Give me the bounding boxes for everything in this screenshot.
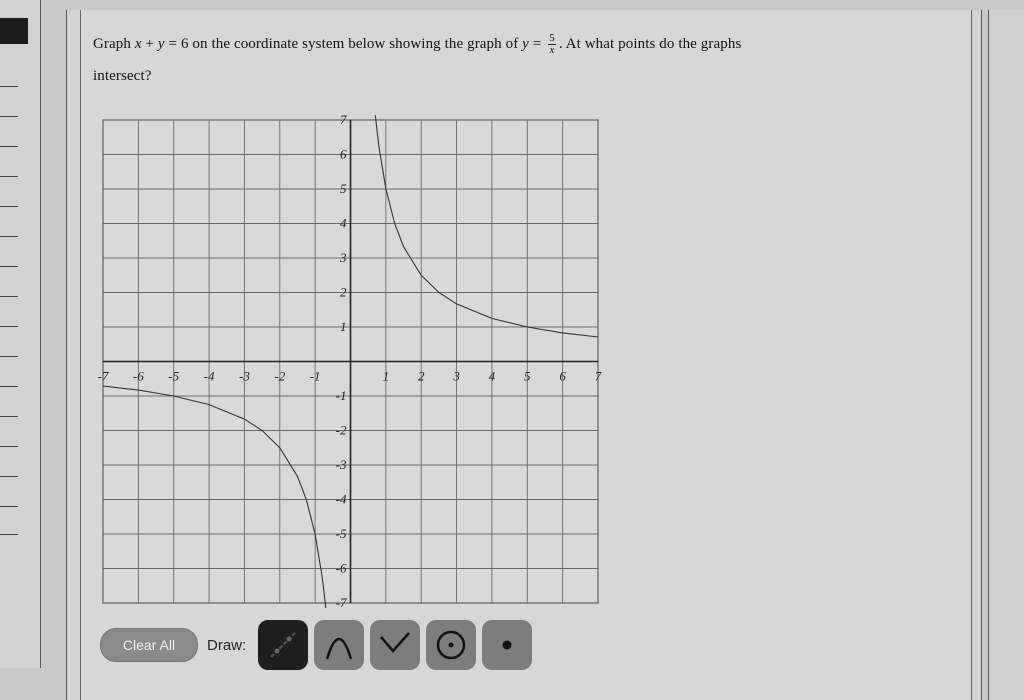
clear-all-button[interactable]: Clear All	[100, 628, 198, 662]
question-prefix: Graph	[93, 35, 131, 52]
line-tool-icon	[263, 625, 303, 665]
x-tick-label: 7	[594, 368, 602, 384]
fraction-denominator: x	[549, 44, 555, 56]
question-line-2: intersect?	[93, 68, 152, 84]
x-tick-label: -2	[274, 368, 286, 384]
point-icon	[487, 625, 527, 665]
x-tick-label: 6	[559, 368, 566, 384]
x-tick-label: 1	[382, 368, 390, 384]
y-tick-label: -3	[335, 457, 347, 472]
x-tick-label: 3	[453, 368, 460, 384]
x-tick-label: -5	[168, 368, 180, 384]
y-tick-label: -5	[335, 526, 347, 541]
y-tick-label: 4	[340, 215, 347, 231]
question-middle: on the coordinate system below showing the graph of	[192, 35, 519, 52]
x-tick-label: -7	[97, 368, 109, 384]
parabola-tool-button[interactable]	[314, 620, 364, 670]
y-tick-label: -2	[335, 422, 347, 438]
parabola-icon	[319, 625, 359, 665]
circle-icon	[431, 625, 471, 665]
eq-plus: +	[145, 35, 155, 52]
y-tick-label: 7	[340, 112, 347, 127]
eq-y: y	[157, 35, 165, 52]
y-variable: y	[522, 35, 529, 52]
x-tick-label: -1	[309, 368, 321, 384]
y-tick-label: 3	[340, 250, 347, 265]
y-tick-label: 1	[340, 319, 347, 334]
x-tick-label: -4	[203, 368, 215, 384]
y-tick-label: 2	[340, 284, 347, 300]
x-tick-label: 2	[417, 368, 425, 384]
eq-equals-2: =	[532, 35, 542, 52]
question-suffix: . At what points do the graphs	[558, 35, 742, 52]
fraction-numerator: 5	[549, 32, 555, 44]
line-tool-button[interactable]	[258, 620, 308, 670]
x-tick-label: -6	[132, 368, 144, 384]
point-tool-button[interactable]	[482, 620, 532, 670]
draw-toolbar	[100, 616, 532, 674]
x-tick-label: -3	[239, 368, 250, 384]
absolute-value-tool-button[interactable]	[370, 620, 420, 670]
eq-value: 6	[180, 35, 189, 52]
draw-label: Draw:	[207, 636, 247, 654]
eq-x: x	[134, 35, 142, 52]
y-tick-label: 5	[340, 181, 347, 196]
y-tick-label: -6	[335, 560, 347, 576]
y-tick-label: -4	[335, 491, 347, 507]
y-tick-label: 6	[340, 146, 347, 162]
x-tick-label: 4	[488, 368, 496, 384]
y-tick-label: -7	[335, 595, 347, 610]
absolute-value-icon	[375, 625, 415, 665]
y-tick-label: -1	[335, 388, 347, 403]
circle-tool-button[interactable]	[426, 620, 476, 670]
x-tick-label: 5	[524, 368, 531, 384]
eq-equals: =	[168, 35, 178, 52]
